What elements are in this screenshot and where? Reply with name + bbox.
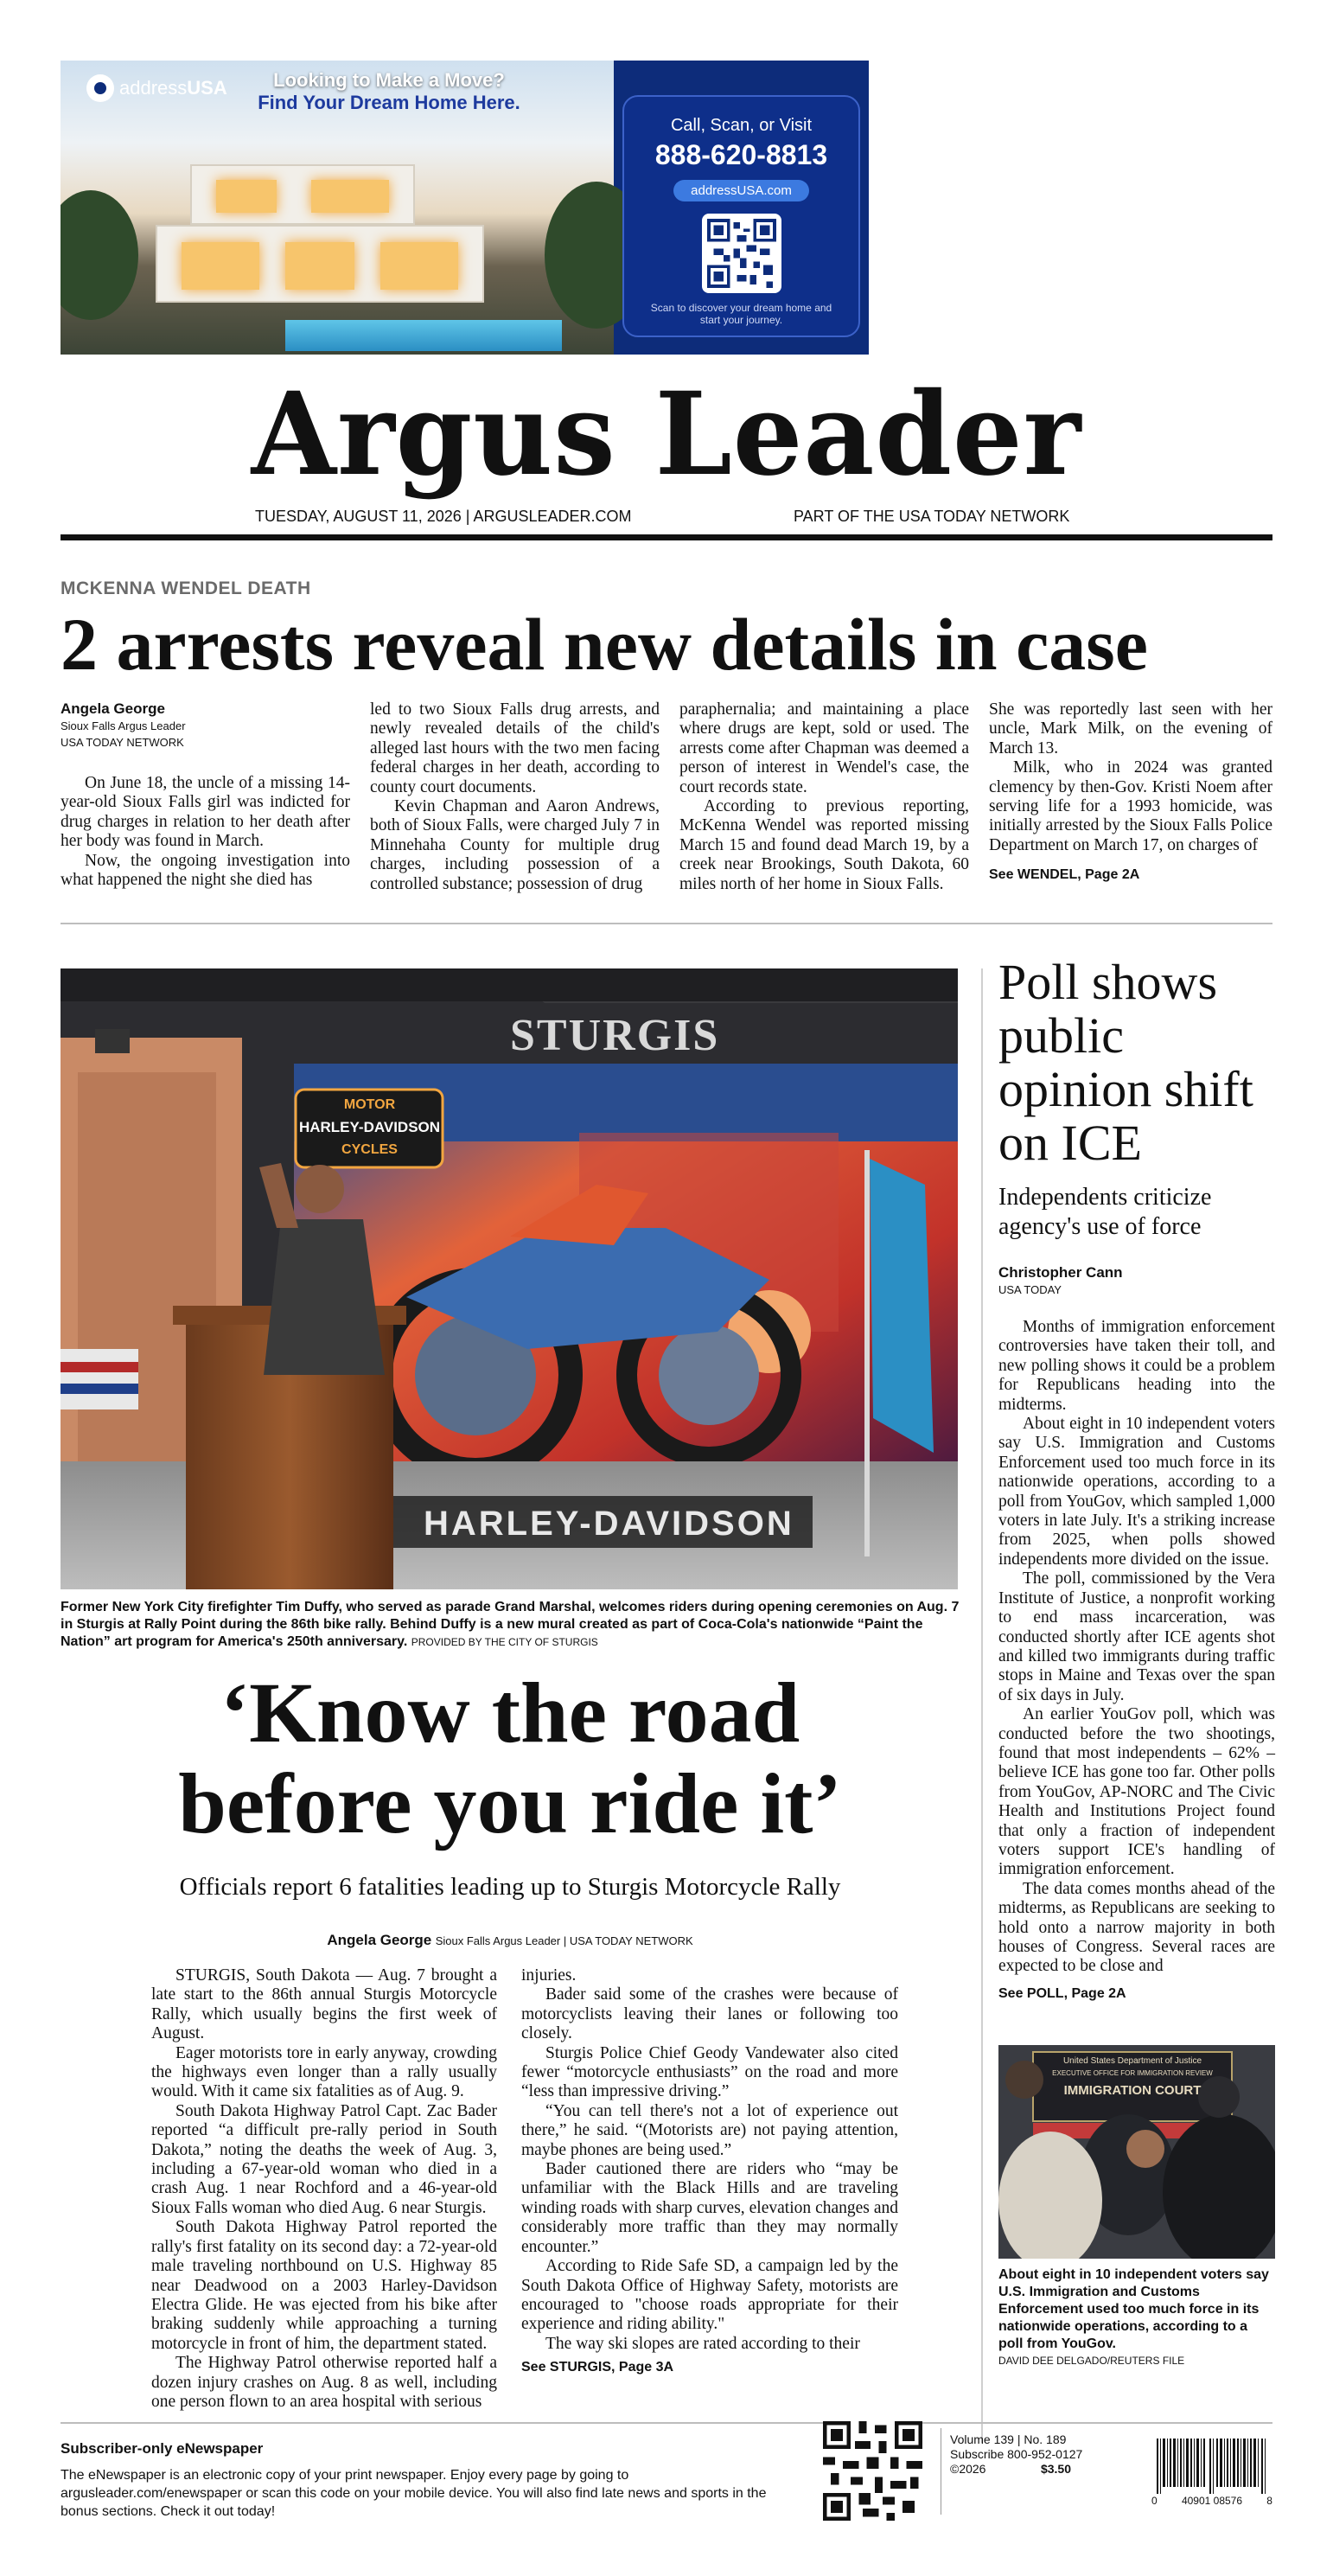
ice-photo-credit: DAVID DEE DELGADO/REUTERS FILE	[998, 2355, 1185, 2367]
lead-column-3: paraphernalia; and maintaining a place where drugs are kept, sold or used. The arrests come after Chapman was deemed a person of interest in Wendel's case, the court records state. According to previous reporting, McKenna Wendel was reported missing March 15 and found dead March 19, by a creek near Brookings, South Dakota, 60 miles north of her home in Sioux Falls.	[679, 700, 969, 893]
lead-affiliation: Sioux Falls Argus Leader	[61, 719, 186, 732]
lead-jump-link[interactable]: See WENDEL, Page 2A	[989, 867, 1140, 882]
ice-headline[interactable]: Poll shows public opinion shift on ICE	[998, 954, 1253, 1171]
ice-affiliation: USA TODAY	[998, 1283, 1062, 1296]
price: $3.50	[1040, 2462, 1071, 2476]
lead-kicker: MCKENNA WENDEL DEATH	[61, 578, 311, 598]
enewspaper-qr-code-icon[interactable]	[823, 2421, 922, 2521]
volume-number: Volume 139 | No. 189	[950, 2432, 1067, 2446]
dateline: TUESDAY, AUGUST 11, 2026 | ARGUSLEADER.COM	[255, 508, 632, 525]
sturgis-deck: Officials report 6 fatalities leading up to Sturgis Motorcycle Rally	[179, 1873, 841, 1901]
ad-headline: Looking to Make a Move? Find Your Dream Home Here.	[258, 69, 520, 113]
sturgis-affiliation: Sioux Falls Argus Leader | USA TODAY NETWORK	[435, 1934, 693, 1947]
sturgis-byline	[61, 1932, 960, 1949]
sturgis-rally-photo[interactable]	[61, 968, 958, 1589]
ad-scan-text: Scan to discover your dream home and start your journey.	[650, 302, 832, 326]
enewspaper-title: Subscriber-only eNewspaper	[61, 2440, 264, 2457]
sturgis-headline[interactable]: ‘Know the road before you ride it’	[178, 1665, 842, 1851]
lead-byline	[61, 700, 350, 751]
photo-caption: Former New York City firefighter Tim Duffy, who served as parade Grand Marshal, welcomes riders during opening ceremonies on Aug. 7 in Sturgis at Rally Point during the 86th bike rally. Behind Duffy is a new mural created as part of Coca-Cola's nationwide “Paint the Nation” art program for America's 250th anniversary. PROVIDED BY THE CITY OF STURGIS	[61, 1600, 960, 1649]
barcode-icon	[1151, 2439, 1272, 2508]
advertisement-banner[interactable]	[61, 61, 869, 355]
network-tagline: PART OF THE USA TODAY NETWORK	[794, 508, 1070, 525]
masthead-divider	[61, 534, 1272, 540]
ice-photo[interactable]	[998, 2045, 1275, 2259]
lead-column-1: On June 18, the uncle of a missing 14-year-old Sioux Falls girl was indicted for drug charges in relation to her death after her body was found in March. Now, the ongoing investigation into what happened the night she died has	[61, 774, 350, 890]
ad-call-text: Call, Scan, or Visit	[670, 116, 813, 135]
section-divider	[61, 923, 1272, 924]
ice-jump-link[interactable]: See POLL, Page 2A	[998, 1986, 1126, 2001]
photo-credit: PROVIDED BY THE CITY OF STURGIS	[411, 1636, 598, 1648]
barcode-digits: 0 40901 08576 8	[1151, 2495, 1272, 2507]
footer-divider	[61, 2422, 1272, 2424]
sturgis-column-1: STURGIS, South Dakota — Aug. 7 brought a late start to the 86th annual Sturgis Motorcycle Rally, which usually begins the first week of August. Eager motorists tore in early anyway, crowding the highways even longer than a rally usually would. With it came six fatalities as of Aug. 9. South Dakota Highway Patrol Capt. Zac Bader reported “a difficult pre-rally period in South Dakota,” noting the deaths the week of Aug. 3, including a 67-year-old woman who died in a crash Aug. 1 near Rochford and a 46-year-old Sioux Falls woman who died Aug. 6 near Sturgis. South Dakota Highway Patrol reported the rally's first fatality on its second day: a 72-year-old male traveling northbound on U.S. Highway 85 near Deadwood on a 2003 Harley-Davidson Electra Glide. He was ejected from his bike after braking suddenly while approaching a turning motorcycle in front of him, the department stated. The Highway Patrol otherwise reported half a dozen injury crashes on Aug. 8 as well, including one person flown to an area hospital with serious	[151, 1966, 497, 2411]
lead-column-2: led to two Sioux Falls drug arrests, and newly revealed details of the child's alleged last hours with the two men facing federal charges in her death, according to county court documents. Kevin Chapman and Aaron Andrews, both of Sioux Falls, were charged July 7 in Minnehaha County for multiple drug charges, including possession of a controlled substance; possession of drug	[370, 700, 660, 893]
ice-body: Months of immigration enforcement controversies have taken their toll, and new polling shows it could be a problem for Republicans heading into the midterms. About eight in 10 independent voters say U.S. Immigration and Customs Enforcement used too much force in its nationwide operations, according to a poll from YouGov, which sampled 1,000 voters in late July. It's a striking increase from 2025, when polls showed independents more divided on the issue. The poll, commissioned by the Vera Institute of Justice, a nonprofit working to end mass incarceration, was conducted shortly after ICE agents shot and killed two immigrants during traffic stops in Maine and Texas over the span of six days in July. An earlier YouGov poll, which was conducted before the two shootings, found that most independents – 62% – believe ICE has gone too far. Other polls from YouGov, AP-NORC and The Civic Health and Institutions Project found that only a fraction of independent voters support ICE's handling of immigration enforcement. The data comes months ahead of the midterms, as Republicans are seeking to hold onto a narrow majority in both houses of Congress. Several races are expected to be close and	[998, 1318, 1275, 1976]
sturgis-jump-link[interactable]: See STURGIS, Page 3A	[521, 2360, 674, 2375]
ice-byline	[998, 1264, 1123, 1298]
ice-photo-sign: United States Department of Justice EXECUTIVE OFFICE FOR IMMIGRATION REVIEW IMMIGRATION COURT	[1052, 2056, 1213, 2098]
sidebar-divider	[981, 968, 983, 2443]
ice-deck: Independents criticize agency's use of force	[998, 1184, 1212, 1240]
copyright: ©2026	[950, 2462, 986, 2476]
lead-headline[interactable]: 2 arrests reveal new details in case	[61, 603, 1148, 686]
sturgis-column-2: injuries. Bader said some of the crashes were because of motorcyclists leaving their lanes or following too closely. Sturgis Police Chief Geody Vandewater also cited fewer “motorcycle enthusiasts” on the road and more “less than impressive driving.” “You can tell there's not a lot of experience out there,” he said. “(Motorists are) not paying attention, maybe phones are being used.” Bader cautioned there are riders who “may be unfamiliar with the Black Hills and are traveling winding roads with sharp curves, elevation changes and considerably more traffic than they may normally encounter.” According to Ride Safe SD, a campaign led by the South Dakota Office of Highway Safety, motorists are encouraged to "choose roads appropriate for their experience and riding ability." The way ski slopes are rated according to their	[521, 1966, 898, 2353]
lead-author: Angela George	[61, 700, 165, 717]
ice-author: Christopher Cann	[998, 1264, 1123, 1281]
ad-logo: addressUSA	[86, 74, 227, 102]
photo-floor-text: HARLEY-DAVIDSON	[424, 1505, 794, 1543]
ice-photo-caption: About eight in 10 independent voters say U.S. Immigration and Customs Enforcement used too much force in its nationwide operations, according to a poll from YouGov.	[998, 2267, 1269, 2351]
edition-info	[950, 2432, 1082, 2477]
enewspaper-description: The eNewspaper is an electronic copy of your print newspaper. Enjoy every page by going to argusleader.com/enewspaper or scan this code on your mobile device. You will also find late news and sports in the bonus sections. Check it out today!	[61, 2468, 767, 2519]
ad-website-link[interactable]: addressUSA.com	[673, 180, 809, 201]
lead-column-4: She was reportedly last seen with her uncle, Mark Milk, on the evening of March 13. Milk, who in 2024 was granted clemency by then-Gov. Kristi Noem after serving life for a 1993 homicide, was initially arrested by the Sioux Falls Police Department on March 17, on charges of	[989, 700, 1272, 854]
ad-contact-card[interactable]	[622, 95, 860, 337]
ad-phone-number[interactable]: 888-620-8813	[654, 139, 828, 170]
subscribe-phone: Subscribe 800-952-0127	[950, 2447, 1083, 2461]
photo-sign-text: STURGIS	[510, 1011, 720, 1060]
photo-logo-text: MOTOR HARLEY-DAVIDSON CYCLES	[298, 1097, 441, 1157]
lead-network: USA TODAY NETWORK	[61, 736, 184, 749]
ad-qr-code-icon[interactable]	[702, 214, 781, 293]
masthead-title[interactable]: Argus Leader	[251, 368, 1082, 502]
sturgis-author: Angela George	[327, 1932, 432, 1948]
